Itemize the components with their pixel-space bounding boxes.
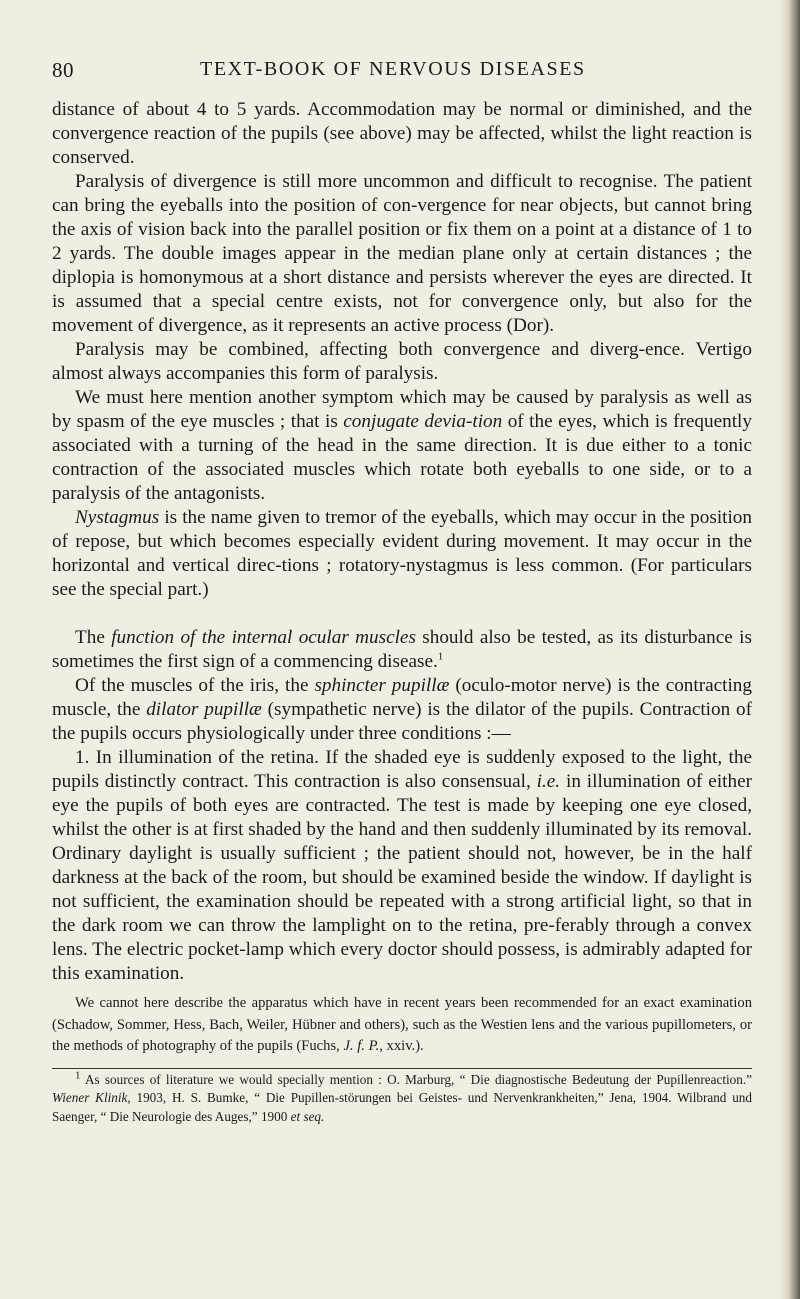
footnote-marker: 1 (75, 1069, 81, 1082)
citation-wiener-klinik: Wiener Klinik, (52, 1090, 131, 1105)
term-nystagmus: Nystagmus (75, 507, 160, 528)
term-conjugate-deviation: conjugate devia-tion (343, 411, 503, 432)
running-title: TEXT-BOOK OF NERVOUS DISEASES (200, 58, 586, 80)
paragraph-retina-illumination: 1. In illumination of the retina. If the shaded eye is suddenly exposed to the light, the pupils distinctly contract. This contraction is also consensual, i.e. in illumination of either eye the pupils of both eyes are contracted. The test is made by keeping one eye closed, whilst the other is at first shaded by the hand and then suddenly illuminated by its removal. Ordinary daylight is usually sufficient ; the patient should not, however, be in the half darkness at the back of the room, but should be examined beside the window. If daylight is not sufficient, the examination should be repeated with a strong artificial light, so that in the dark room we can throw the lamplight on to the retina, pre-ferably through a convex lens. The electric pocket-lamp which every doctor should possess, is admirably adapted for this examination. (52, 747, 752, 984)
term-dilator-pupillae: dilator pupillæ (146, 699, 262, 720)
page-number: 80 (52, 58, 74, 82)
footnote-divider (52, 1068, 752, 1069)
section-gap (52, 602, 752, 626)
citation-et-seq: et seq. (290, 1108, 325, 1124)
paragraph-iris-muscles: Of the muscles of the iris, the sphincter pupillæ (oculo-motor nerve) is the contracting muscle, the dilator pupillæ (sympathetic nerve) is the dilator of the pupils. Contraction of the pupils occurs physiologically under three conditions :— (52, 675, 752, 744)
term-ie: i.e. (536, 771, 561, 792)
paragraph-accommodation: distance of about 4 to 5 yards. Accommodation may be normal or diminished, and the convergence reaction of the pupils (see above) may be affected, whilst the light reaction is conserved. (52, 99, 752, 168)
footnote-reference[interactable]: 1 (437, 650, 444, 663)
page-header (52, 58, 752, 88)
term-internal-ocular-muscles: function of the internal ocular muscles (111, 627, 416, 648)
paragraph-conjugate-deviation: We must here mention another symptom which may be caused by paralysis as well as by spasm of the eye muscles ; that is conjugate devia-tion of the eyes, which is frequently associated with a turning of the head in the same direction. It is due either to a tonic contraction of the associated muscles which rotate both eyeballs to one side, or to a paralysis of the antagonists. (52, 387, 752, 504)
paragraph-divergence: Paralysis of divergence is still more uncommon and difficult to recognise. The patient can bring the eyeballs into the position of con-vergence for near objects, but cannot bring the axis of vision back into the parallel position or fix them on a point at a distance of 1 to 2 yards. The double images appear in the median plane only at certain distances ; the diplopia is homonymous at a short distance and persists wherever the eyes are directed. It is assumed that a special centre exists, not for convergence only, but also for the movement of divergence, as it represents an active process (Dor). (52, 171, 752, 336)
paragraph-internal-ocular-muscles: The function of the internal ocular muscles should also be tested, as its disturbance is sometimes the first sign of a commencing disease.$^1$ (52, 627, 752, 672)
page-edge-shadow (778, 0, 800, 1299)
paragraph-apparatus-note: We cannot here describe the apparatus which have in recent years been recommended for an exact examination (Schadow, Sommer, Hess, Bach, Weiler, Hübner and others), such as the Westien lens and the various pupillometers, or the methods of photography of the pupils (Fuchs, J. f. P., xxiv.). (52, 995, 752, 1054)
term-sphincter-pupillae: sphincter pupillæ (314, 675, 450, 696)
footnote: $^1$ As sources of literature we would specially mention : O. Marburg, “ Die diagnostische Bedeutung der Pupillenreaction.” Wiener Klinik, 1903, H. S. Bumke, “ Die Pupillen-störungen bei Geistes- und Nervenkrankheiten,” Jena, 1904. Wilbrand und Saenger, “ Die Neurologie des Auges,” 1900 et seq. (52, 1069, 752, 1124)
main-text (52, 98, 752, 1126)
paragraph-nystagmus: Nystagmus is the name given to tremor of the eyeballs, which may occur in the position of repose, but which becomes especially evident during movement. It may occur in the horizontal and vertical direc-tions ; rotatory-nystagmus is less common. (For particulars see the special part.) (52, 507, 752, 600)
paragraph-combined-paralysis: Paralysis may be combined, affecting both convergence and diverg-ence. Vertigo almost always accompanies this form of paralysis. (52, 339, 752, 384)
citation-journal: J. f. P. (343, 1038, 380, 1054)
